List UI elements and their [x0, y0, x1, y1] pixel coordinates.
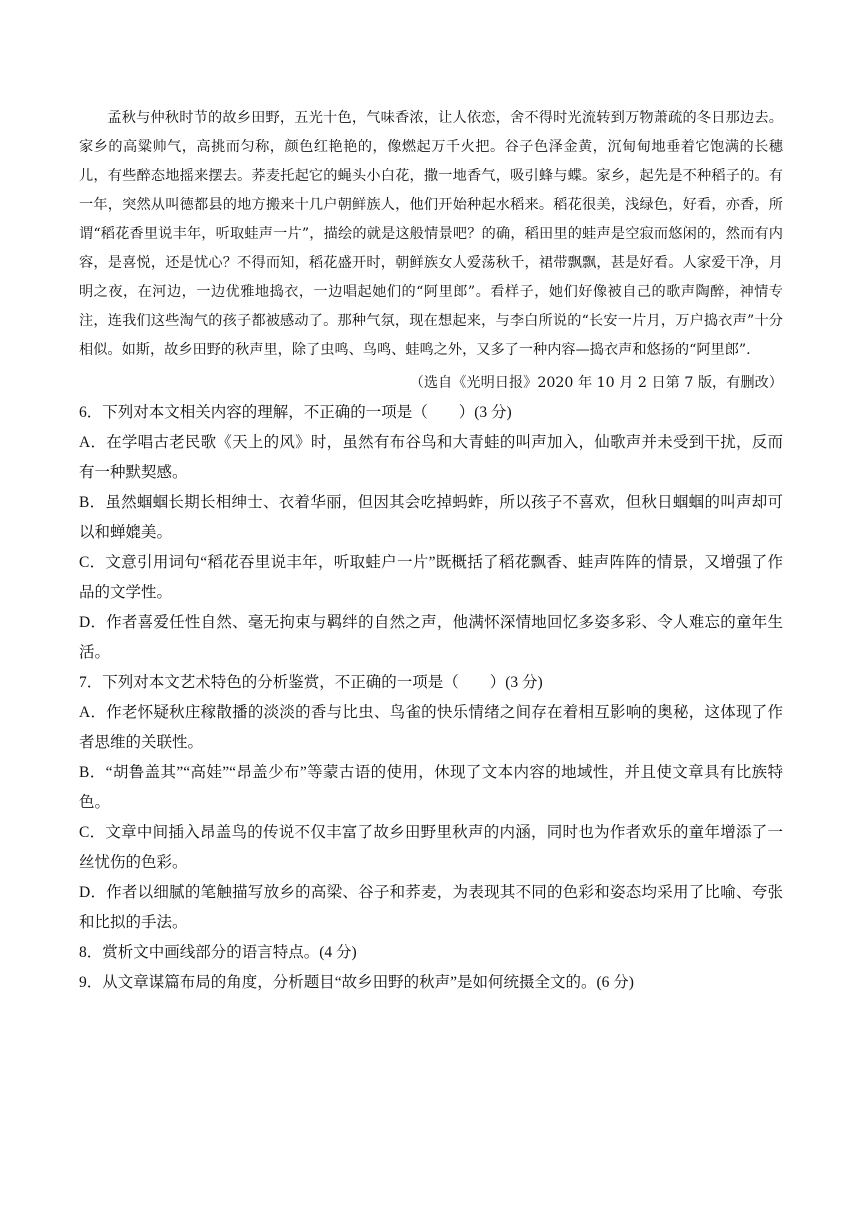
- question-8: [79, 938, 783, 968]
- question-stem: 8．赏析文中画线部分的语言特点。(4 分): [79, 944, 357, 961]
- option-a: A．在学唱古老民歌《天上的风》时，虽然有布谷鸟和大青蛙的叫声加入，仙歌声并未受到干扰，反而有一种默契感。: [79, 434, 783, 481]
- option-a: A．作老怀疑秋庄稼散播的淡淡的香与比虫、鸟雀的快乐情绪之间存在着相互影响的奥秘，这体现了作者思维的关联性。: [79, 704, 783, 751]
- option-d: D．作者喜爱任性自然、毫无拘束与羁绊的自然之声，他满怀深情地回忆多姿多彩、令人难忘的童年生活。: [79, 614, 783, 661]
- question-6: [79, 398, 783, 668]
- question-stem: 6．下列对本文相关内容的理解，不正确的一项是（ ）(3 分): [79, 404, 512, 421]
- document-page: [79, 104, 783, 998]
- option-c: C．文意引用词句“稻花吞里说丰年，听取蛙户一片”既概括了稻花飘香、蛙声阵阵的情景，又增强了作品的文学性。: [79, 554, 783, 601]
- option-c: C．文章中间插入昂盖鸟的传说不仅丰富了故乡田野里秋声的内涵，同时也为作者欢乐的童年增添了一丝忧伤的色彩。: [79, 824, 783, 871]
- passage-paragraph: 孟秋与仲秋时节的故乡田野，五光十色，气味香浓，让人依恋，舍不得时光流转到万物萧疏的冬日那边去。家乡的高粱帅气，高挑而匀称，颜色红艳艳的，像燃起万千火把。谷子色泽金黄，沉甸甸地垂着它饱满的长穗儿，有些醉态地摇来摆去。荞麦托起它的蝇头小白花，撒一地香气，吸引蜂与蝶。家乡，起先是不种稻子的。有一年，突然从叫德都县的地方搬来十几户朝鲜族人，他们开始种起水稻来。稻花很美，浅绿色，好看，亦香，所谓“稻花香里说丰年，听取蛙声一片”，描绘的就是这般情景吧？的确，稻田里的蛙声是空寂而悠闲的，然而有内容，是喜悦，还是忧心？不得而知，稻花盛开时，朝鲜族女人爱荡秋千，裙带飘飘，甚是好看。人家爱干净，月明之夜，在河边，一边优雅地捣衣，一边唱起她们的“阿里郎”。看样子，她们好像被自己的歌声陶醉，神情专注，连我们这些淘气的孩子都被感动了。那种气氛，现在想起来，与李白所说的“长安一片月，万户捣衣声”十分相似。如斯，故乡田野的秋声里，除了虫鸣、鸟鸣、蛙鸣之外，又多了一种内容—捣衣声和悠扬的“阿里郎”.: [79, 110, 783, 358]
- option-d: D．作者以细腻的笔触描写放乡的高梁、谷子和荞麦，为表现其不同的色彩和姿态均采用了比喻、夸张和比拟的手法。: [79, 884, 783, 931]
- option-b: B．虽然蝈蝈长期长相绅士、衣着华丽，但因其会吃掉蚂蚱，所以孩子不喜欢，但秋日蝈蝈的叫声却可以和蝉媲美。: [79, 494, 783, 541]
- reading-passage: [79, 104, 783, 365]
- passage-source: （选自《光明日报》2020 年 10 月 2 日第 7 版，有删改）: [409, 375, 783, 391]
- question-list: [79, 398, 783, 998]
- option-b: B．“胡鲁盖其”“高娃”“昂盖少布”等蒙古语的使用，休现了文本内容的地域性，并且使文章具有比族特色。: [79, 764, 783, 811]
- question-9: [79, 968, 783, 998]
- question-stem: 9．从文章谋篇布局的角度，分析题目“故乡田野的秋声”是如何统摄全文的。(6 分): [79, 974, 634, 991]
- question-stem: 7．下列对本文艺术特色的分析鉴赏，不正确的一项是（ ）(3 分): [79, 674, 543, 691]
- question-7: [79, 668, 783, 938]
